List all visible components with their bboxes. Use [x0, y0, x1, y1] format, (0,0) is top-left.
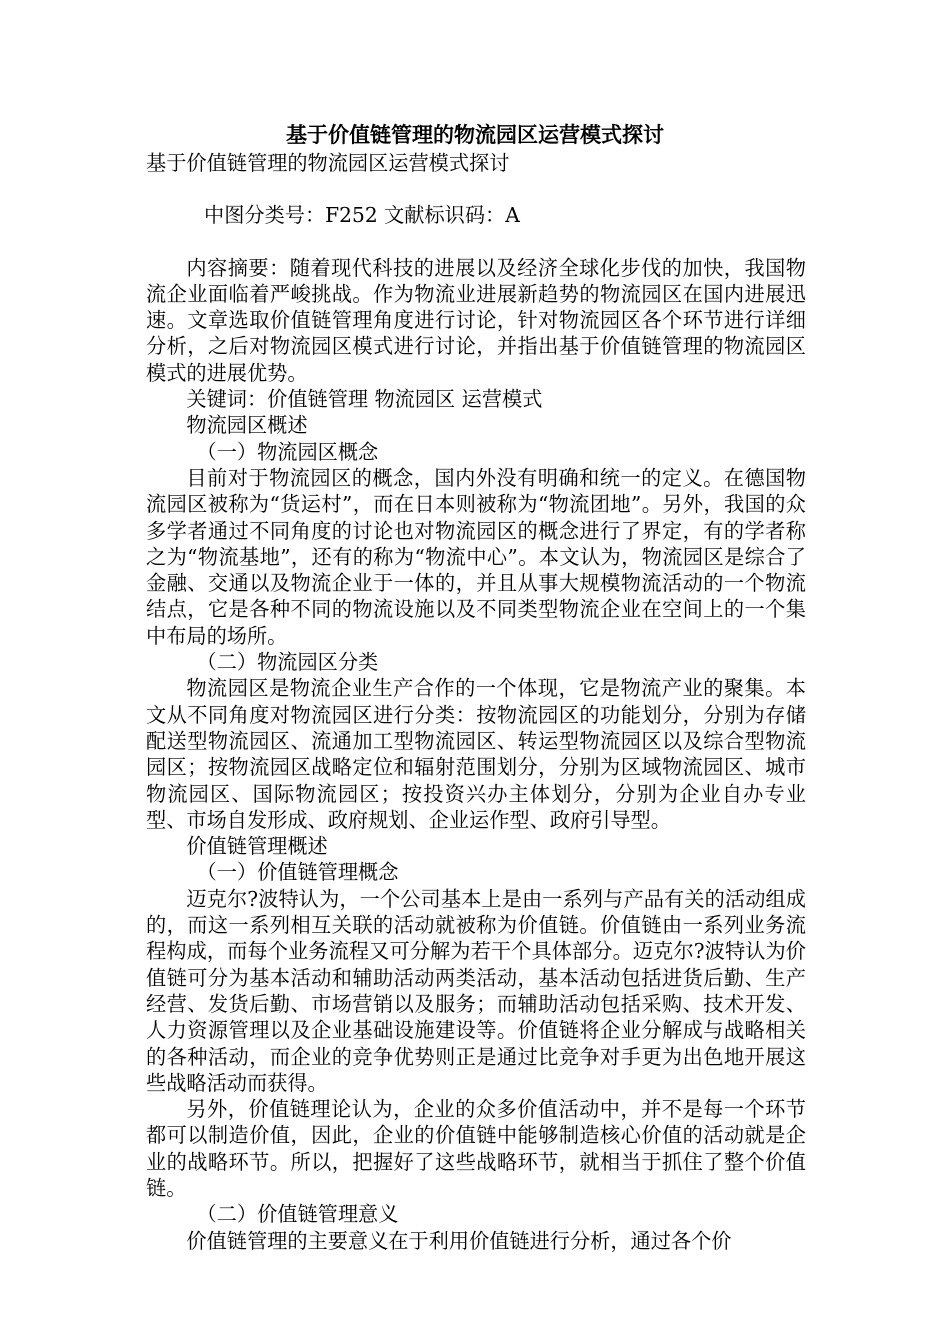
paragraph-value-chain-concept: 迈克尔?波特认为，一个公司基本上是由一系列与产品有关的活动组成的，而这一系列相互关联的活动就被称为价值链。价值链由一系列业务流程构成，而每个业务流程又可分解为若干个具体部分。迈克尔?波特认为价值链可分为基本活动和辅助活动两类活动，基本活动包括进货后勤、生产经营、发货后勤、市场营销以及服务；而辅助活动包括采购、技术开发、人力资源管理以及企业基础设施建设等。价值链将企业分解成与战略相关的各种活动，而企业的竞争优势则正是通过比竞争对手更为出色地开展这些战略活动而获得。: [146, 886, 806, 1095]
abstract-paragraph: 内容摘要：随着现代科技的进展以及经济全球化步伐的加快，我国物流企业面临着严峻挑战。作为物流业进展新趋势的物流园区在国内进展迅速。文章选取价值链管理角度进行讨论，针对物流园区各个环节进行详细分析，之后对物流园区模式进行讨论，并指出基于价值链管理的物流园区模式的进展优势。: [146, 255, 806, 385]
subsection-heading-park-classification: （二）物流园区分类: [196, 650, 379, 675]
paragraph-value-chain-strategy: 另外，价值链理论认为，企业的众多价值活动中，并不是每一个环节都可以制造价值，因此，企业的价值链中能够制造核心价值的活动就是企业的战略环节。所以，把握好了这些战略环节，就相当于抓住了整个价值链。: [146, 1097, 806, 1200]
classification-line: 中图分类号：F252 文献标识码：A: [204, 203, 520, 228]
paragraph-park-concept: 目前对于物流园区的概念，国内外没有明确和统一的定义。在德国物流园区被称为“货运村”，而在日本则被称为“物流团地”。另外，我国的众多学者通过不同角度的讨论也对物流园区的概念进行了界定，有的学者称之为“物流基地”，还有的称为“物流中心”。本文认为，物流园区是综合了金融、交通以及物流企业于一体的，并且从事大规模物流活动的一个物流结点，它是各种不同的物流设施以及不同类型物流企业在空间上的一个集中布局的场所。: [146, 465, 806, 648]
paragraph-park-classification: 物流园区是物流企业生产合作的一个体现，它是物流产业的聚集。本文从不同角度对物流园区进行分类：按物流园区的功能划分，分别为存储配送型物流园区、流通加工型物流园区、转运型物流园区以及综合型物流园区；按物流园区战略定位和辐射范围划分，分别为区域物流园区、城市物流园区、国际物流园区；按投资兴办主体划分，分别为企业自办专业型、市场自发形成、政府规划、企业运作型、政府引导型。: [146, 676, 806, 832]
keywords-line: 关键词：价值链管理 物流园区 运营模式: [186, 387, 543, 412]
subsection-heading-park-concept: （一）物流园区概念: [196, 439, 379, 464]
document-title: 基于价值链管理的物流园区运营模式探讨: [286, 122, 664, 147]
subsection-heading-value-chain-concept: （一）价值链管理概念: [196, 860, 399, 885]
document-body: [146, 150, 806, 1254]
section-heading-value-chain: 价值链管理概述: [186, 834, 328, 859]
subsection-heading-value-chain-significance: （二）价值链管理意义: [196, 1202, 399, 1227]
paragraph-value-chain-significance: 价值链管理的主要意义在于利用价值链进行分析，通过各个价: [186, 1228, 732, 1253]
document-subtitle: 基于价值链管理的物流园区运营模式探讨: [146, 151, 510, 175]
section-heading-logistics-park: 物流园区概述: [186, 413, 308, 438]
